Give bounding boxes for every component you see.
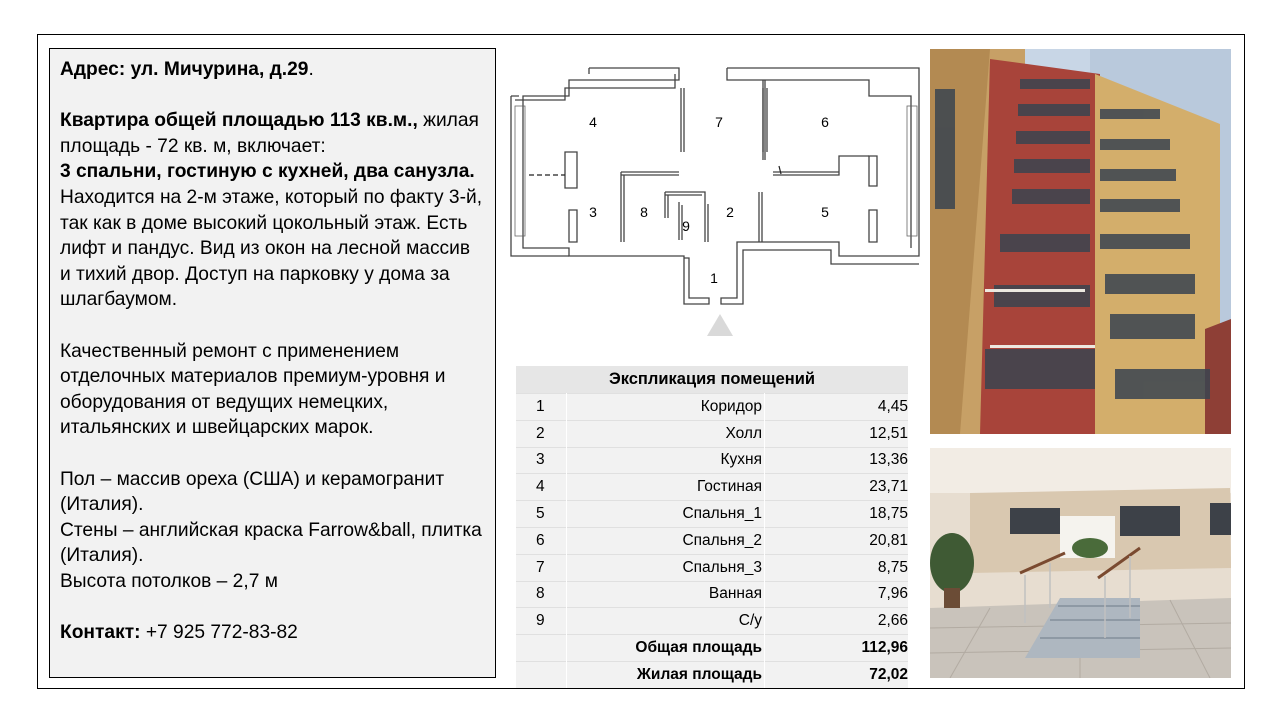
explication-title: Экспликация помещений xyxy=(516,366,908,394)
building-photo xyxy=(930,49,1231,434)
row-number: 3 xyxy=(516,447,566,474)
apartment-area-bold: Квартира общей площадью 113 кв.м., xyxy=(60,110,418,132)
room-label-7: 7 xyxy=(715,114,723,130)
room-area: 12,51 xyxy=(765,420,909,447)
room-name: Спальня_2 xyxy=(566,527,765,554)
room-name: Коридор xyxy=(566,394,765,421)
floor-text: Пол – массив ореха (США) и керамогранит (Италия). xyxy=(60,468,445,516)
total-value: 112,96 xyxy=(765,635,909,662)
room-area: 7,96 xyxy=(765,581,909,608)
room-area: 4,45 xyxy=(765,394,909,421)
apartment-details: Находится на 2-м этаже, который по факту 3-й, так как в доме высокий цокольный этаж. Есть лифт и пандус. Вид из окон на лесной массив и тихий двор. Доступ на парковку у дома за шлагбаумом. xyxy=(60,186,483,311)
table-row xyxy=(516,420,908,447)
floor-plan xyxy=(509,60,924,340)
room-label-4: 4 xyxy=(589,114,597,130)
contact xyxy=(60,620,485,646)
address-label: Адрес: ул. Мичурина, д.29 xyxy=(60,59,309,80)
room-label-2: 2 xyxy=(726,204,734,220)
apartment-rooms-bold: 3 спальни, гостиную с кухней, два санузла. xyxy=(60,161,475,183)
room-name: Гостиная xyxy=(566,474,765,501)
table-row xyxy=(516,474,908,501)
room-area: 18,75 xyxy=(765,501,909,528)
room-area: 20,81 xyxy=(765,527,909,554)
table-row xyxy=(516,394,908,421)
contact-label: Контакт: xyxy=(60,622,141,644)
walls-text: Стены – английская краска Farrow&ball, плитка (Италия). xyxy=(60,519,482,567)
table-row xyxy=(516,581,908,608)
row-number: 4 xyxy=(516,474,566,501)
description-panel xyxy=(49,48,496,678)
apartment-area-text: жилая площадь - 72 кв. м, включает: xyxy=(60,110,479,157)
room-name: С/у xyxy=(566,608,765,635)
explication-table xyxy=(516,366,908,688)
living-label: Жилая площадь xyxy=(566,661,765,687)
table-row xyxy=(516,447,908,474)
total-row xyxy=(516,635,908,662)
ceiling-text: Высота потолков – 2,7 м xyxy=(60,570,278,592)
row-number: 1 xyxy=(516,394,566,421)
room-name: Ванная xyxy=(566,581,765,608)
row-number: 7 xyxy=(516,554,566,581)
room-label-1: 1 xyxy=(710,270,718,286)
table-row xyxy=(516,554,908,581)
room-area: 23,71 xyxy=(765,474,909,501)
room-label-8: 8 xyxy=(640,204,648,220)
table-row xyxy=(516,501,908,528)
room-label-6: 6 xyxy=(821,114,829,130)
room-name: Холл xyxy=(566,420,765,447)
address xyxy=(60,57,485,83)
contact-phone: +7 925 772-83-82 xyxy=(140,622,298,644)
living-row xyxy=(516,661,908,687)
row-number: 9 xyxy=(516,608,566,635)
lobby-photo xyxy=(930,448,1231,678)
room-name: Спальня_3 xyxy=(566,554,765,581)
room-label-5: 5 xyxy=(821,204,829,220)
table-row xyxy=(516,608,908,635)
address-end: . xyxy=(308,59,314,80)
room-label-3: 3 xyxy=(589,204,597,220)
room-name: Кухня xyxy=(566,447,765,474)
room-area: 8,75 xyxy=(765,554,909,581)
row-number: 8 xyxy=(516,581,566,608)
room-name: Спальня_1 xyxy=(566,501,765,528)
room-label-9: 9 xyxy=(682,218,690,234)
room-area: 2,66 xyxy=(765,608,909,635)
table-row xyxy=(516,527,908,554)
row-number: 5 xyxy=(516,501,566,528)
living-value: 72,02 xyxy=(765,661,909,687)
row-number: 2 xyxy=(516,420,566,447)
room-area: 13,36 xyxy=(765,447,909,474)
renovation-text: Качественный ремонт с применением отделочных материалов премиум-уровня и оборудования от ведущих немецких, итальянских и швейцарских марок. xyxy=(60,340,446,439)
total-label: Общая площадь xyxy=(566,635,765,662)
row-number: 6 xyxy=(516,527,566,554)
apartment-info xyxy=(60,108,485,313)
